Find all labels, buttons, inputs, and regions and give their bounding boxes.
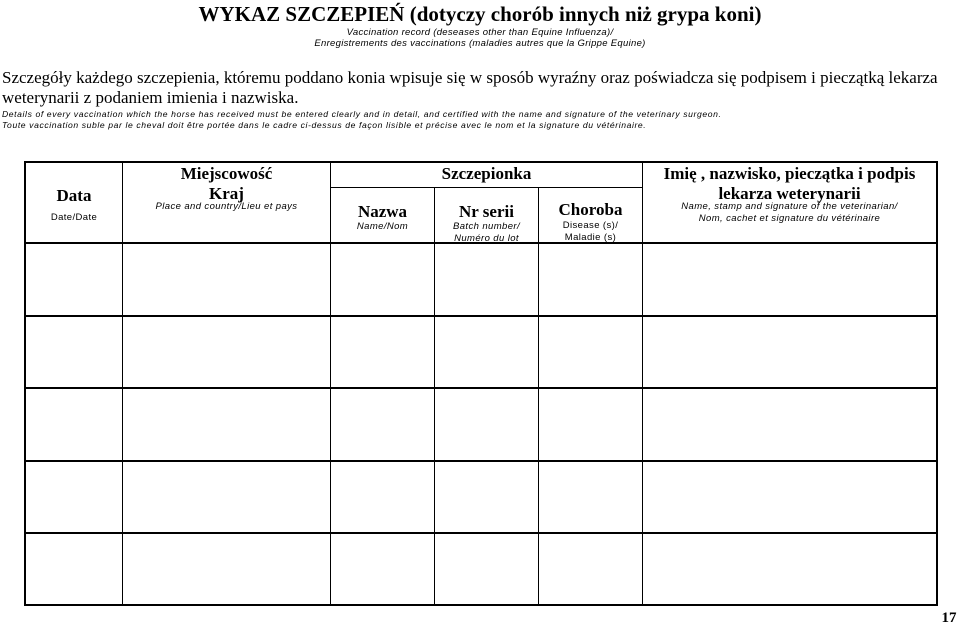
header-date-sub: Date/Date bbox=[50, 212, 98, 223]
header-disease-label: Choroba bbox=[558, 200, 623, 219]
header-place bbox=[123, 164, 330, 213]
column-divider bbox=[122, 161, 123, 606]
table-row-rule bbox=[24, 460, 938, 462]
table-border-bottom bbox=[24, 604, 938, 606]
header-batch-sub-en: Batch number/ bbox=[453, 221, 520, 232]
header-vet-label-line1: Imię , nazwisko, pieczątka i podpis bbox=[663, 164, 916, 183]
header-disease-sub-en: Disease (s)/ bbox=[562, 220, 619, 231]
column-divider bbox=[642, 161, 643, 606]
intro-polish: Szczegóły każdego szczepienia, któremu poddano konia wpisuje się w sposób wyraźny oraz poświadcza się podpisem i pieczątką lekarza weterynarii z podaniem imienia i nazwiska. bbox=[2, 68, 938, 107]
header-vet-label-line2: lekarza weterynarii bbox=[718, 184, 861, 203]
page-number: 17 bbox=[941, 610, 957, 626]
table-border-left bbox=[24, 161, 26, 606]
page-title: WYKAZ SZCZEPIEŃ (dotyczy chorób innych niż grypa koni) bbox=[198, 2, 762, 26]
header-batch-label: Nr serii bbox=[459, 202, 514, 221]
header-name-sub: Name/Nom bbox=[356, 221, 409, 232]
header-name-label: Nazwa bbox=[357, 202, 408, 221]
subtitle-french: Enregistrements des vaccinations (maladies autres que la Grippe Equine) bbox=[314, 38, 646, 49]
header-veterinarian bbox=[643, 164, 936, 225]
intro-english: Details of every vaccination which the horse has received must be entered clearly and in detail, and certified with the name and signature of the veterinary surgeon. bbox=[2, 109, 722, 119]
header-date-label: Data bbox=[56, 186, 92, 205]
header-date bbox=[26, 186, 122, 224]
header-place-sub: Place and country/Lieu et pays bbox=[155, 201, 298, 212]
table-row-rule bbox=[24, 315, 938, 317]
header-disease bbox=[539, 200, 642, 244]
header-vaccine-label: Szczepionka bbox=[441, 164, 532, 183]
header-batch-sub-fr: Numéro du lot bbox=[454, 233, 519, 244]
header-vaccine-name bbox=[331, 202, 434, 233]
header-vet-sub-fr: Nom, cachet et signature du vétérinaire bbox=[698, 213, 881, 224]
vaccine-group-divider bbox=[330, 187, 642, 188]
table-border-top bbox=[24, 161, 938, 163]
header-place-label-country: Kraj bbox=[209, 184, 244, 203]
table-row-rule bbox=[24, 532, 938, 534]
header-disease-sub-fr: Maladie (s) bbox=[564, 232, 617, 243]
column-divider bbox=[538, 187, 539, 606]
header-batch bbox=[435, 202, 538, 245]
subtitle-english: Vaccination record (deseases other than Equine Influenza)/ bbox=[346, 27, 614, 38]
header-place-label-pl: Miejscowość bbox=[180, 164, 273, 183]
intro-french: Toute vaccination suble par le cheval doit être portée dans le cadre ci-dessus de façon lisible et précise avec le nom et la signature du vétérinaire. bbox=[2, 120, 647, 130]
table-row-rule bbox=[24, 387, 938, 389]
table-border-right bbox=[936, 161, 938, 606]
header-vaccine-group bbox=[331, 164, 642, 184]
column-divider bbox=[434, 187, 435, 606]
header-vet-sub-en: Name, stamp and signature of the veterinarian/ bbox=[681, 201, 898, 212]
